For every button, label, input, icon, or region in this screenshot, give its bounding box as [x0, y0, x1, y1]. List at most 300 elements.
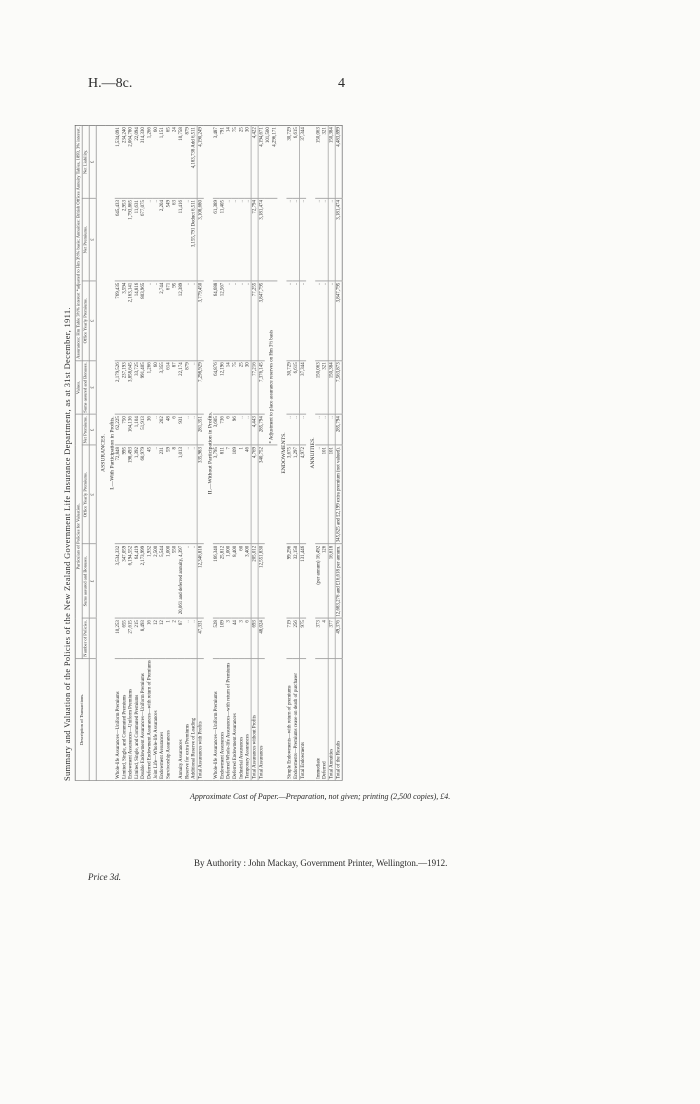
- row-value: ..: [328, 198, 335, 281]
- row-value: 7,298,929: [197, 361, 204, 415]
- row-value: 931: [178, 414, 184, 445]
- row-value: 12,567: [219, 281, 225, 361]
- row-value: ..: [244, 198, 251, 281]
- row-value: 879: [184, 361, 190, 415]
- row-value: 347,059: [121, 544, 127, 618]
- row-value: 11,416: [178, 198, 184, 281]
- currency-mark: £: [89, 198, 96, 281]
- row-value: 215: [134, 618, 140, 658]
- row-value: 24: [172, 125, 178, 198]
- row-value: 6,615: [293, 125, 300, 198]
- row-value: 3: [226, 618, 232, 658]
- row-value: 1,151: [159, 125, 165, 198]
- row-value: ..: [244, 281, 251, 361]
- row-value: 8,493: [140, 618, 146, 658]
- section-with-profits: I.—With Participation in Profits.: [106, 125, 115, 780]
- row-value: ..: [184, 198, 190, 281]
- row-value: ..: [286, 198, 292, 281]
- table-row: [299, 125, 306, 780]
- row-value: 12,346,818: [197, 544, 204, 618]
- row-value: ..: [184, 445, 190, 544]
- row-value: 30: [244, 361, 251, 415]
- row-value: ..: [226, 198, 232, 281]
- row-value: 126: [322, 544, 329, 618]
- row-description: Industrial Assurances: [238, 658, 244, 780]
- row-description: Reserve for extra Premiums: [184, 658, 190, 780]
- row-value: 991,405: [140, 361, 146, 415]
- row-value: (per annum) 16,492: [315, 544, 321, 618]
- row-value: 614: [165, 361, 171, 415]
- col-v-sums: Sums assured and Bonuses.: [83, 362, 89, 413]
- row-value: 6: [226, 414, 232, 445]
- row-value: 131,446: [299, 544, 306, 618]
- row-value: 1,000: [165, 544, 171, 618]
- row-value: 803,965: [140, 281, 146, 361]
- row-value: 6: [244, 618, 251, 658]
- row-value: 231: [159, 445, 165, 544]
- row-value: 10,253: [115, 618, 121, 658]
- row-value: 99,296: [286, 544, 292, 618]
- row-value: 48: [165, 414, 171, 445]
- row-value: 2,064,780: [127, 125, 133, 198]
- row-value: 3,847,795: [258, 281, 265, 361]
- row-value: ..: [184, 618, 190, 658]
- row-value: ..: [232, 198, 238, 281]
- row-value: 373: [315, 618, 321, 658]
- row-value: 72,848: [115, 445, 121, 544]
- row-value: ..: [190, 414, 197, 445]
- row-value: ..: [238, 198, 244, 281]
- row-value: 4,483,899: [335, 125, 342, 198]
- row-value: 61,389: [213, 198, 219, 281]
- row-value: 198,493: [127, 445, 133, 544]
- col-description: Description of Transactions.: [75, 658, 89, 780]
- row-value: ..: [322, 281, 329, 361]
- row-value: ..: [232, 281, 238, 361]
- row-description: Survivorship Assurances: [165, 658, 171, 780]
- authority-line: By Authority : John Mackay, Government Printer, Wellington.—1912.: [194, 858, 448, 868]
- row-value: 12: [153, 618, 159, 658]
- row-value: ..: [322, 414, 329, 445]
- row-value: 1,000: [226, 544, 232, 618]
- row-description: Joint Life—Whole-life Assurances: [153, 658, 159, 780]
- row-value: 64,876: [213, 361, 219, 415]
- col-v-office: Office Yearly Premiums.: [82, 281, 89, 361]
- row-value: 37,344: [299, 125, 306, 198]
- row-value: ..: [184, 414, 190, 445]
- row-description: Additional Reserve of Loading: [190, 658, 197, 780]
- row-value: 65: [165, 125, 171, 198]
- row-value: 2,953: [121, 198, 127, 281]
- row-value: ..: [299, 414, 306, 445]
- row-value: 3,858,645: [127, 361, 133, 415]
- row-value: 736: [219, 414, 225, 445]
- row-value: ..: [293, 281, 300, 361]
- row-value: 1,266: [146, 361, 152, 415]
- row-value: 101: [328, 445, 335, 544]
- row-value: ..: [184, 281, 190, 361]
- row-description: Endowments—Premiums cease on death of purchaser: [293, 658, 300, 780]
- currency-mark: £: [89, 445, 96, 544]
- row-value: 1,297: [293, 445, 300, 544]
- row-value: 32,150: [293, 544, 300, 618]
- row-value: 3,355: [159, 361, 165, 415]
- currency-mark: £: [89, 544, 96, 618]
- row-value: 75: [232, 125, 238, 198]
- row-value: 655: [121, 618, 127, 658]
- row-value: ..: [238, 414, 244, 445]
- rotated-table: [58, 127, 479, 788]
- row-value: 769,435: [115, 281, 121, 361]
- col-particulars: Particulars of Policies for Valuation.: [75, 414, 82, 658]
- row-value: 879: [184, 125, 190, 198]
- row-value: 791: [219, 125, 225, 198]
- row-description: Temporary Assurances: [244, 658, 251, 780]
- row-value: 1: [165, 618, 171, 658]
- row-value: 77,255: [251, 281, 258, 361]
- row-value: 2,204: [159, 198, 165, 281]
- row-value: 2,500: [153, 544, 159, 618]
- row-value: 321: [322, 361, 329, 415]
- row-value: 62,225: [115, 414, 121, 445]
- row-value: 60,979: [140, 445, 146, 544]
- row-description: Deferred Whole-life Assurances—with return of Premiums: [226, 658, 232, 780]
- document-code: H.—8c.: [88, 76, 133, 91]
- row-value: 150,384: [328, 125, 335, 198]
- row-value: ..: [190, 281, 197, 361]
- row-value: 87: [172, 361, 178, 415]
- row-description: Total of the Results: [335, 658, 342, 780]
- adjustment-value: 101,500: [264, 127, 271, 144]
- row-value: 109: [232, 445, 238, 544]
- table-row: [322, 125, 329, 780]
- row-value: 30,729: [286, 125, 292, 198]
- section-assurances: ASSURANCES.: [96, 125, 105, 780]
- adjust-spacer: [265, 198, 278, 281]
- row-value: 811: [219, 445, 225, 544]
- row-value: 12,551,830: [258, 544, 265, 618]
- row-value: 4,443: [251, 414, 258, 445]
- col-liability: Net Liability.: [82, 125, 89, 198]
- row-value: 314,330: [140, 125, 146, 198]
- row-value: 59: [165, 445, 171, 544]
- row-description: Whole-life Assurances—Uniform Premiums: [213, 658, 219, 780]
- row-value: ..: [244, 414, 251, 445]
- row-value: 14: [226, 125, 232, 198]
- row-value: 8: [172, 445, 178, 544]
- row-value: 205,012: [251, 544, 258, 618]
- row-value: 285,794: [335, 414, 342, 445]
- col-net-prem: Net Premiums.: [83, 416, 89, 444]
- row-value: ..: [286, 281, 292, 361]
- row-value: 335,983: [197, 445, 204, 544]
- table-row: [251, 125, 258, 780]
- row-value: ..: [286, 414, 292, 445]
- row-value: 3,534,332: [115, 544, 121, 618]
- row-value: 1,534,091: [115, 125, 121, 198]
- row-value: 1: [238, 445, 244, 544]
- row-value: 321: [322, 125, 329, 198]
- row-value: 237,193: [121, 361, 127, 415]
- row-value: 995: [121, 445, 127, 544]
- row-value: ..: [190, 361, 197, 415]
- currency-mark: £: [89, 281, 96, 361]
- row-value: 6: [172, 414, 178, 445]
- row-description: Limited, Single, and Commuted Premiums: [121, 658, 127, 780]
- row-value: 1,392: [134, 445, 140, 544]
- row-value: ..: [146, 198, 152, 281]
- row-value: 2,163,141: [127, 281, 133, 361]
- row-description: Double Endowment Assurances—Uniform Premiums: [140, 658, 146, 780]
- row-value: 37,344: [299, 361, 306, 415]
- col-number: Number of Policies.: [83, 620, 89, 657]
- row-value: 4,190,249: [197, 125, 204, 198]
- row-value: 345,825 and £2,199 extra premium (not valued).: [335, 447, 342, 543]
- row-value: 693: [251, 618, 258, 658]
- row-value: 549: [165, 198, 171, 281]
- row-value: 202: [159, 414, 165, 445]
- row-description: Annuity Assurances: [178, 658, 184, 780]
- row-value: ..: [153, 445, 159, 544]
- row-value: 285,794: [258, 414, 265, 445]
- table-row: [335, 125, 342, 780]
- row-description: Endowment Assurances: [159, 658, 165, 780]
- adjustment-value: 4,296,171: [271, 127, 277, 147]
- row-value: 12,196: [219, 361, 225, 415]
- row-value: 64,419: [134, 544, 140, 618]
- row-value: ..: [315, 281, 321, 361]
- row-value: 7: [226, 445, 232, 544]
- row-value: 2,744: [159, 281, 165, 361]
- row-value: 2,173,999: [140, 544, 146, 618]
- table-row: [293, 125, 300, 780]
- row-value: 3,594: [121, 281, 127, 361]
- rotated-table-region: [58, 118, 700, 781]
- row-value: 16,618: [328, 544, 335, 618]
- adjustment-values: [265, 125, 278, 198]
- row-value: ..: [153, 198, 159, 281]
- adjust-spacer: [265, 445, 278, 780]
- row-value: 75: [232, 361, 238, 415]
- row-value: 49,376: [335, 618, 342, 658]
- row-value: ..: [190, 618, 197, 658]
- row-value: 3,108,680: [197, 198, 204, 281]
- row-value: ..: [146, 281, 152, 361]
- row-description: Total Assurances without Profits: [251, 658, 258, 780]
- row-value: 1,104: [134, 414, 140, 445]
- row-value: 14,816: [134, 281, 140, 361]
- row-value: 3,675: [286, 445, 292, 544]
- row-value: ..: [184, 544, 190, 618]
- currency-blank: [89, 658, 96, 780]
- row-value: ..: [328, 281, 335, 361]
- row-value: 25: [238, 361, 244, 415]
- row-value: 10,758: [178, 125, 184, 198]
- row-value: 33,725: [134, 361, 140, 415]
- row-value: 63: [172, 198, 178, 281]
- row-value: 1,266: [146, 125, 152, 198]
- row-value: 3,487: [213, 125, 219, 198]
- row-value: 64,688: [213, 281, 219, 361]
- row-value: ..: [238, 281, 244, 361]
- row-value: 2: [172, 618, 178, 658]
- row-value: ..: [299, 198, 306, 281]
- row-value: 4,422: [251, 125, 258, 198]
- currency-mark: £: [89, 125, 96, 198]
- row-value: 48,024: [258, 618, 265, 658]
- row-description: Endowment Assurances: [219, 658, 225, 780]
- row-value: 1,793,865: [127, 198, 133, 281]
- adjustment-note: * Adjustment to place assurance reserves on Hm 3½ basis: [265, 281, 278, 445]
- row-value: 4,183,738 Add 6,511: [190, 125, 197, 198]
- row-value: 5,544: [159, 544, 165, 618]
- currency-mark: £: [89, 361, 96, 415]
- row-value: ..: [293, 198, 300, 281]
- table-row: [328, 125, 335, 780]
- row-value: 3,181,474: [258, 198, 265, 281]
- row-value: 150,063: [315, 125, 321, 198]
- row-value: 340,752: [258, 445, 265, 544]
- row-value: ..: [153, 414, 159, 445]
- row-value: ..: [315, 445, 321, 544]
- row-value: 22,094: [134, 125, 140, 198]
- col-v-net: Net Premiums.: [82, 198, 89, 281]
- row-value: 27,615: [127, 618, 133, 658]
- row-value: ..: [299, 281, 306, 361]
- row-description: Deferred Endowment Assurances—with return of Premiums: [146, 660, 152, 779]
- table-row: [197, 125, 204, 780]
- table-row: [244, 125, 251, 780]
- page-number: 4: [338, 76, 345, 91]
- section-endowments: ENDOWMENTS.: [277, 125, 286, 780]
- row-value: 36: [146, 414, 152, 445]
- row-value: 6,194,552: [127, 544, 133, 618]
- row-value: 645,433: [115, 198, 121, 281]
- row-value: 3,847,795: [335, 281, 342, 361]
- row-value: 45: [146, 445, 152, 544]
- row-value: 16: [146, 618, 152, 658]
- row-value: ..: [226, 281, 232, 361]
- row-description: Limited, Single, and Commuted Premiums: [134, 658, 140, 780]
- row-value: 6,615: [293, 361, 300, 415]
- row-value: 11,405: [219, 198, 225, 281]
- row-value: 3,795: [213, 445, 219, 544]
- row-value: 101: [322, 445, 329, 544]
- row-value: 87: [178, 618, 184, 658]
- row-value: 3,400: [244, 544, 251, 618]
- row-description: Immediate: [315, 658, 321, 780]
- row-value: 3,605: [213, 414, 219, 445]
- row-description: Whole-life Assurances—Uniform Premiums: [115, 658, 121, 780]
- row-value: 3,155,791 Deduct 6,511: [190, 198, 197, 281]
- row-value: 7,563,873: [335, 361, 342, 415]
- row-value: 1,932: [146, 544, 152, 618]
- row-value: 22,174: [178, 361, 184, 415]
- row-value: 166,340: [213, 544, 219, 618]
- row-value: 281,351: [197, 414, 204, 445]
- row-value: 550: [172, 544, 178, 618]
- row-value: 8,400: [232, 544, 238, 618]
- row-value: 77,216: [251, 361, 258, 415]
- row-value: 3: [238, 618, 244, 658]
- section-without-profits: II.—Without Participation in Profits.: [204, 125, 213, 780]
- row-value: 150,063: [315, 361, 321, 415]
- row-value: 377: [328, 618, 335, 658]
- table-row: [190, 125, 197, 780]
- row-value: ..: [328, 414, 335, 445]
- col-sums: Sums assured and Bonuses.: [82, 544, 89, 618]
- row-value: 96: [232, 414, 238, 445]
- row-value: ..: [190, 544, 197, 618]
- row-value: 60: [153, 361, 159, 415]
- row-value: 3,181,474: [335, 198, 342, 281]
- row-description: Total Assurances: [258, 658, 265, 780]
- row-description: Total Endowments: [299, 658, 306, 780]
- row-value: 60: [238, 544, 244, 618]
- row-value: 164,136: [127, 414, 133, 445]
- row-value: 72,794: [251, 198, 258, 281]
- row-value: 1,013: [178, 445, 184, 544]
- row-value: 46: [244, 445, 251, 544]
- row-value: 677,075: [140, 198, 146, 281]
- row-value: 11,631: [134, 198, 140, 281]
- row-value: 20,061 and deferred annuity, 4,397: [178, 544, 184, 618]
- row-value: ..: [315, 198, 321, 281]
- row-description: Endowment Assurances—Uniform Premiums: [127, 658, 133, 780]
- row-value: 51,913: [140, 414, 146, 445]
- row-value: 750: [121, 414, 127, 445]
- row-value: 4,972: [299, 445, 306, 544]
- cost-note: Approximate Cost of Paper.—Preparation, not given; printing (2,500 copies), £4.: [190, 792, 451, 801]
- row-value: 3,779,450: [197, 281, 204, 361]
- row-value: 25,812: [219, 544, 225, 618]
- row-description: Deferred Endowment Assurances: [232, 658, 238, 780]
- row-value: 4,194,671: [258, 125, 265, 198]
- currency-blank: [89, 618, 96, 658]
- col-values: Values.: [75, 361, 82, 415]
- row-value: ..: [190, 445, 197, 544]
- row-value: 12: [159, 618, 165, 658]
- table-row: [258, 125, 265, 780]
- col-office-prem: Office Yearly Premiums.: [82, 445, 89, 544]
- row-description: Simple Endowments—with return of premiums: [286, 658, 292, 780]
- price-note: Price 3d.: [88, 872, 121, 882]
- row-value: 234,240: [121, 125, 127, 198]
- row-value: 4,769: [251, 445, 258, 544]
- row-value: 30,729: [286, 361, 292, 415]
- row-value: 30: [244, 125, 251, 198]
- row-value: ..: [315, 414, 321, 445]
- section-annuities: ANNUITIES.: [306, 125, 315, 780]
- row-description: Deferred: [322, 658, 329, 780]
- valuation-table: [75, 125, 343, 781]
- row-value: 528: [213, 618, 219, 658]
- row-value: 95: [172, 281, 178, 361]
- table-title: Summary and Valuation of the Policies of the New Zealand Government Life Insurance Department, as at 31st December, 1911.: [62, 307, 73, 781]
- row-value: 47,331: [197, 618, 204, 658]
- row-value: 44: [232, 618, 238, 658]
- row-value: 150,384: [328, 361, 335, 415]
- row-value: 2,179,526: [115, 361, 121, 415]
- row-value: 4: [322, 618, 329, 658]
- row-description: Total Assurances with Profits: [197, 658, 204, 780]
- row-value: ..: [322, 198, 329, 281]
- row-value: 975: [299, 618, 306, 658]
- col-values-note: Assurances: Hm Table 3½% interest *adjusted to Hm 3½% basis; Annuities: British Offices Annuity Tables, 1893, 3% interest.: [76, 127, 82, 359]
- row-description: Total Annuities: [328, 658, 335, 780]
- row-value: ..: [153, 281, 159, 361]
- row-value: 109: [219, 618, 225, 658]
